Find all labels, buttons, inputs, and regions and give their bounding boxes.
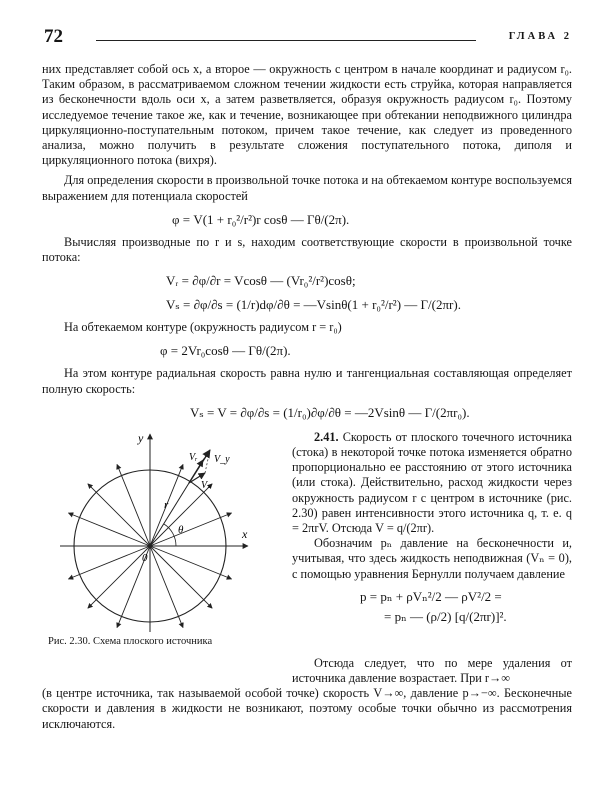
- equation-contour-velocity: Vₛ = V = ∂φ/∂s = (1/r₀)∂φ/∂θ = —2Vsinθ — Γ/(2πr₀).: [190, 404, 470, 420]
- section-number: 2.41.: [314, 429, 339, 444]
- angle-arc: [164, 524, 176, 546]
- paragraph-8b: (в центре источника, так называемой особой точке) скорость V→∞, давление p→−∞. Бесконечные скорости и давления в жидкости не возникают, поэтому особые точки обычно из рассмотрения исключаются.: [42, 686, 572, 731]
- streamline-10: [150, 546, 183, 628]
- streamline-11: [150, 546, 212, 608]
- vs-label: Vₛ: [201, 479, 211, 491]
- figure-2-30: [42, 428, 274, 656]
- figure-caption: Рис. 2.30. Схема плоского источника: [48, 635, 213, 647]
- paragraph-6: [292, 430, 572, 536]
- streamline-1: [150, 513, 232, 546]
- paragraph-3: Вычисляя производные по r и s, находим соответствующие скорости в произвольной точке потока:: [42, 234, 572, 265]
- page-number: 72: [44, 26, 63, 47]
- equation-vr: Vᵣ = ∂φ/∂r = Vcosθ — (Vr₀²/r²)cosθ;: [166, 273, 356, 289]
- page-header: [44, 26, 572, 50]
- section-2-41: [292, 430, 572, 629]
- streamline-5: [88, 484, 150, 546]
- y-axis-label: y: [138, 430, 144, 445]
- vy-label: V_y: [214, 453, 230, 465]
- streamline-12: [150, 546, 232, 579]
- theta-label: θ: [178, 523, 184, 536]
- source-diagram: [42, 428, 274, 634]
- vr-label: Vᵣ: [189, 451, 198, 463]
- equation-contour-potential: φ = 2Vr₀cosθ — Γθ/(2π).: [160, 343, 291, 359]
- paragraph-5: На этом контуре радиальная скорость равна нулю и тангенциальная составляющая определяет полную скорость:: [42, 366, 572, 396]
- equation-pressure-1: p = pₙ + ρVₙ²/2 — ρV²/2 =: [360, 588, 502, 604]
- streamline-2: [150, 484, 212, 546]
- paragraph-8a: Отсюда следует, что по мере удаления от источника давление возрастает. При r→∞: [292, 655, 572, 686]
- page-body: [42, 62, 572, 732]
- streamline-8: [88, 546, 150, 608]
- chapter-title: ГЛАВА 2: [508, 31, 572, 42]
- paragraph-1: них представляет собой ось x, а второе — окружность с центром в начале координат и радиусом r₀. Таким образом, в рассматриваемом сложном течении жидкости есть струйка, которая направляется из бесконечности вдоль оси x, а затем разветвляется, образуя окружность радиусом r₀. Поэтому исследуемое течение такое же, как и течение, возникающее при обтекании неподвижного цилиндра циркуляционно-поступательным потоком, причем такое течение, как следует из проведенного анализа, можно получить в результате сложения поступательного потока, диполя и циркуляционного потока (вихря).: [42, 62, 572, 168]
- paragraph-2: Для определения скорости в произвольной точке потока и на обтекаемом контуре воспользуемся выражением для потенциала скоростей: [42, 173, 572, 203]
- header-rule: [96, 40, 476, 41]
- equation-pressure-2: = pₙ — (ρ/2) [q/(2πr)]².: [384, 608, 507, 624]
- radius-label: r: [164, 498, 169, 511]
- radius-line: [150, 483, 189, 546]
- streamline-6: [68, 513, 150, 546]
- figure-and-text: [42, 428, 572, 656]
- equation-potential: φ = V(1 + r₀²/r²)r cosθ — Γθ/(2π).: [172, 211, 350, 227]
- x-axis-label: x: [242, 526, 248, 541]
- paragraph-7: Обозначим pₙ давление на бесконечности и, учитывая, что здесь жидкость неподвижная (Vₙ = 0), с помощью уравнения Бернулли получаем давление: [292, 536, 572, 581]
- streamline-7: [68, 546, 150, 579]
- streamline-4: [117, 464, 150, 546]
- paragraph-6-text: Скорость от плоского точечного источника (стока) в некоторой точке потока изменяется обратно пропорционально ее расстоянию от этого источника (или стока). Действительно, расход жидкости через окружность радиусом r с центром в источнике (рис. 2.30) равен интенсивности этого источника q, т. е. q = 2πrV. Отсюда V = q/(2πr).: [292, 429, 573, 536]
- equation-vs: Vₛ = ∂φ/∂s = (1/r)dφ/∂θ = —Vsinθ(1 + r₀²/r²) — Γ/(2πr).: [166, 297, 461, 313]
- origin-label: 0: [142, 551, 148, 564]
- paragraph-4: На обтекаемом контуре (окружность радиусом r = r₀): [64, 320, 342, 335]
